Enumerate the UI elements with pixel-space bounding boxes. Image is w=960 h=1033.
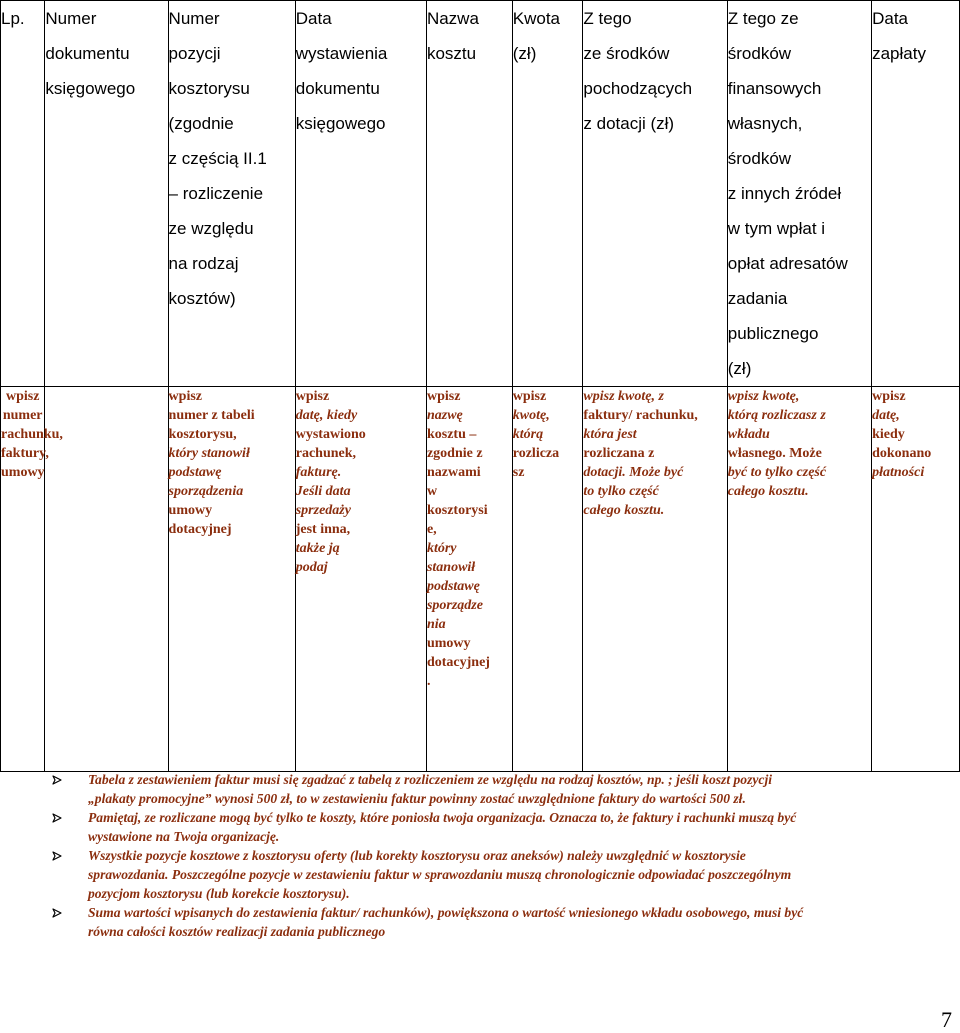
header-issue-date: Data wystawienia dokumentu księgowego [295, 1, 426, 387]
instruction-amount: wpisz kwotę, którą rozlicza sz [512, 387, 583, 772]
notes-list [52, 770, 952, 941]
header-lp: Lp. [1, 1, 45, 387]
header-budget-item-number: Numer pozycji kosztorysu (zgodnie z częścią II.1 – rozliczenie ze względu na rodzaj kosztów) [168, 1, 295, 387]
instruction-document-number [45, 387, 168, 772]
arrowhead-bullet-icon [52, 775, 62, 785]
header-payment-date: Data zapłaty [872, 1, 960, 387]
instruction-cost-name: wpisz nazwę kosztu – zgodnie z nazwami w kosztorysi e, który stanowił podstawę sporządze nia umowy dotacyjnej . [426, 387, 512, 772]
header-grant-part: Z tego ze środków pochodzących z dotacji (zł) [583, 1, 727, 387]
header-own-funds-part: Z tego ze środków finansowych własnych, środków z innych źródeł w tym wpłat i opłat adresatów zadania publicznego (zł) [727, 1, 871, 387]
header-row [1, 1, 960, 387]
instruction-payment-date: wpisz datę, kiedy dokonano płatności [872, 387, 960, 772]
instruction-grant-part: wpisz kwotę, z faktury/ rachunku, która jest rozliczana z dotacji. Może być to tylko część całego kosztu. [583, 387, 727, 772]
header-cost-name: Nazwa kosztu [426, 1, 512, 387]
note-item: Pamiętaj, ze rozliczane mogą być tylko te koszty, które poniosła twoja organizacja. Oznacza to, że faktury i rachunki muszą być wystawione na Twoja organizację. [52, 808, 952, 846]
note-item: Suma wartości wpisanych do zestawienia faktur/ rachunków), powiększona o wartość wniesionego wkładu osobowego, musi być równa całości kosztów realizacji zadania publicznego [52, 903, 952, 941]
arrowhead-bullet-icon [52, 813, 62, 823]
arrowhead-bullet-icon [52, 908, 62, 918]
arrowhead-bullet-icon [52, 851, 62, 861]
header-amount: Kwota (zł) [512, 1, 583, 387]
instruction-budget-item-number: wpisz numer z tabeli kosztorysu, który stanowił podstawę sporządzenia umowy dotacyjnej [168, 387, 295, 772]
instruction-issue-date: wpisz datę, kiedy wystawiono rachunek, fakturę. Jeśli data sprzedaży jest inna, także ją podaj [295, 387, 426, 772]
note-item: Wszystkie pozycje kosztowe z kosztorysu oferty (lub korekty kosztorysu oraz aneksów) należy uwzględnić w kosztorysie sprawozdania. Poszczególne pozycje w zestawieniu faktur w sprawozdaniu muszą chronologicznie odpowiadać poszczególnym pozycjom kosztorysu (lub korekcie kosztorysu). [52, 846, 952, 903]
instruction-own-funds-part: wpisz kwotę, którą rozliczasz z wkładu własnego. Może być to tylko część całego kosztu. [727, 387, 871, 772]
instruction-row [1, 387, 960, 772]
instruction-lp: wpisz numer rachunku, faktury, umowy [1, 387, 45, 772]
page-number: 7 [941, 1007, 952, 1032]
header-document-number: Numer dokumentu księgowego [45, 1, 168, 387]
note-item: Tabela z zestawieniem faktur musi się zgadzać z tabelą z rozliczeniem ze względu na rodzaj kosztów, np. ; jeśli koszt pozycji „plakaty promocyjne” wynosi 500 zł, to w zestawieniu faktur powinny zostać uwzględnione faktury do wartości 500 zł. [52, 770, 952, 808]
